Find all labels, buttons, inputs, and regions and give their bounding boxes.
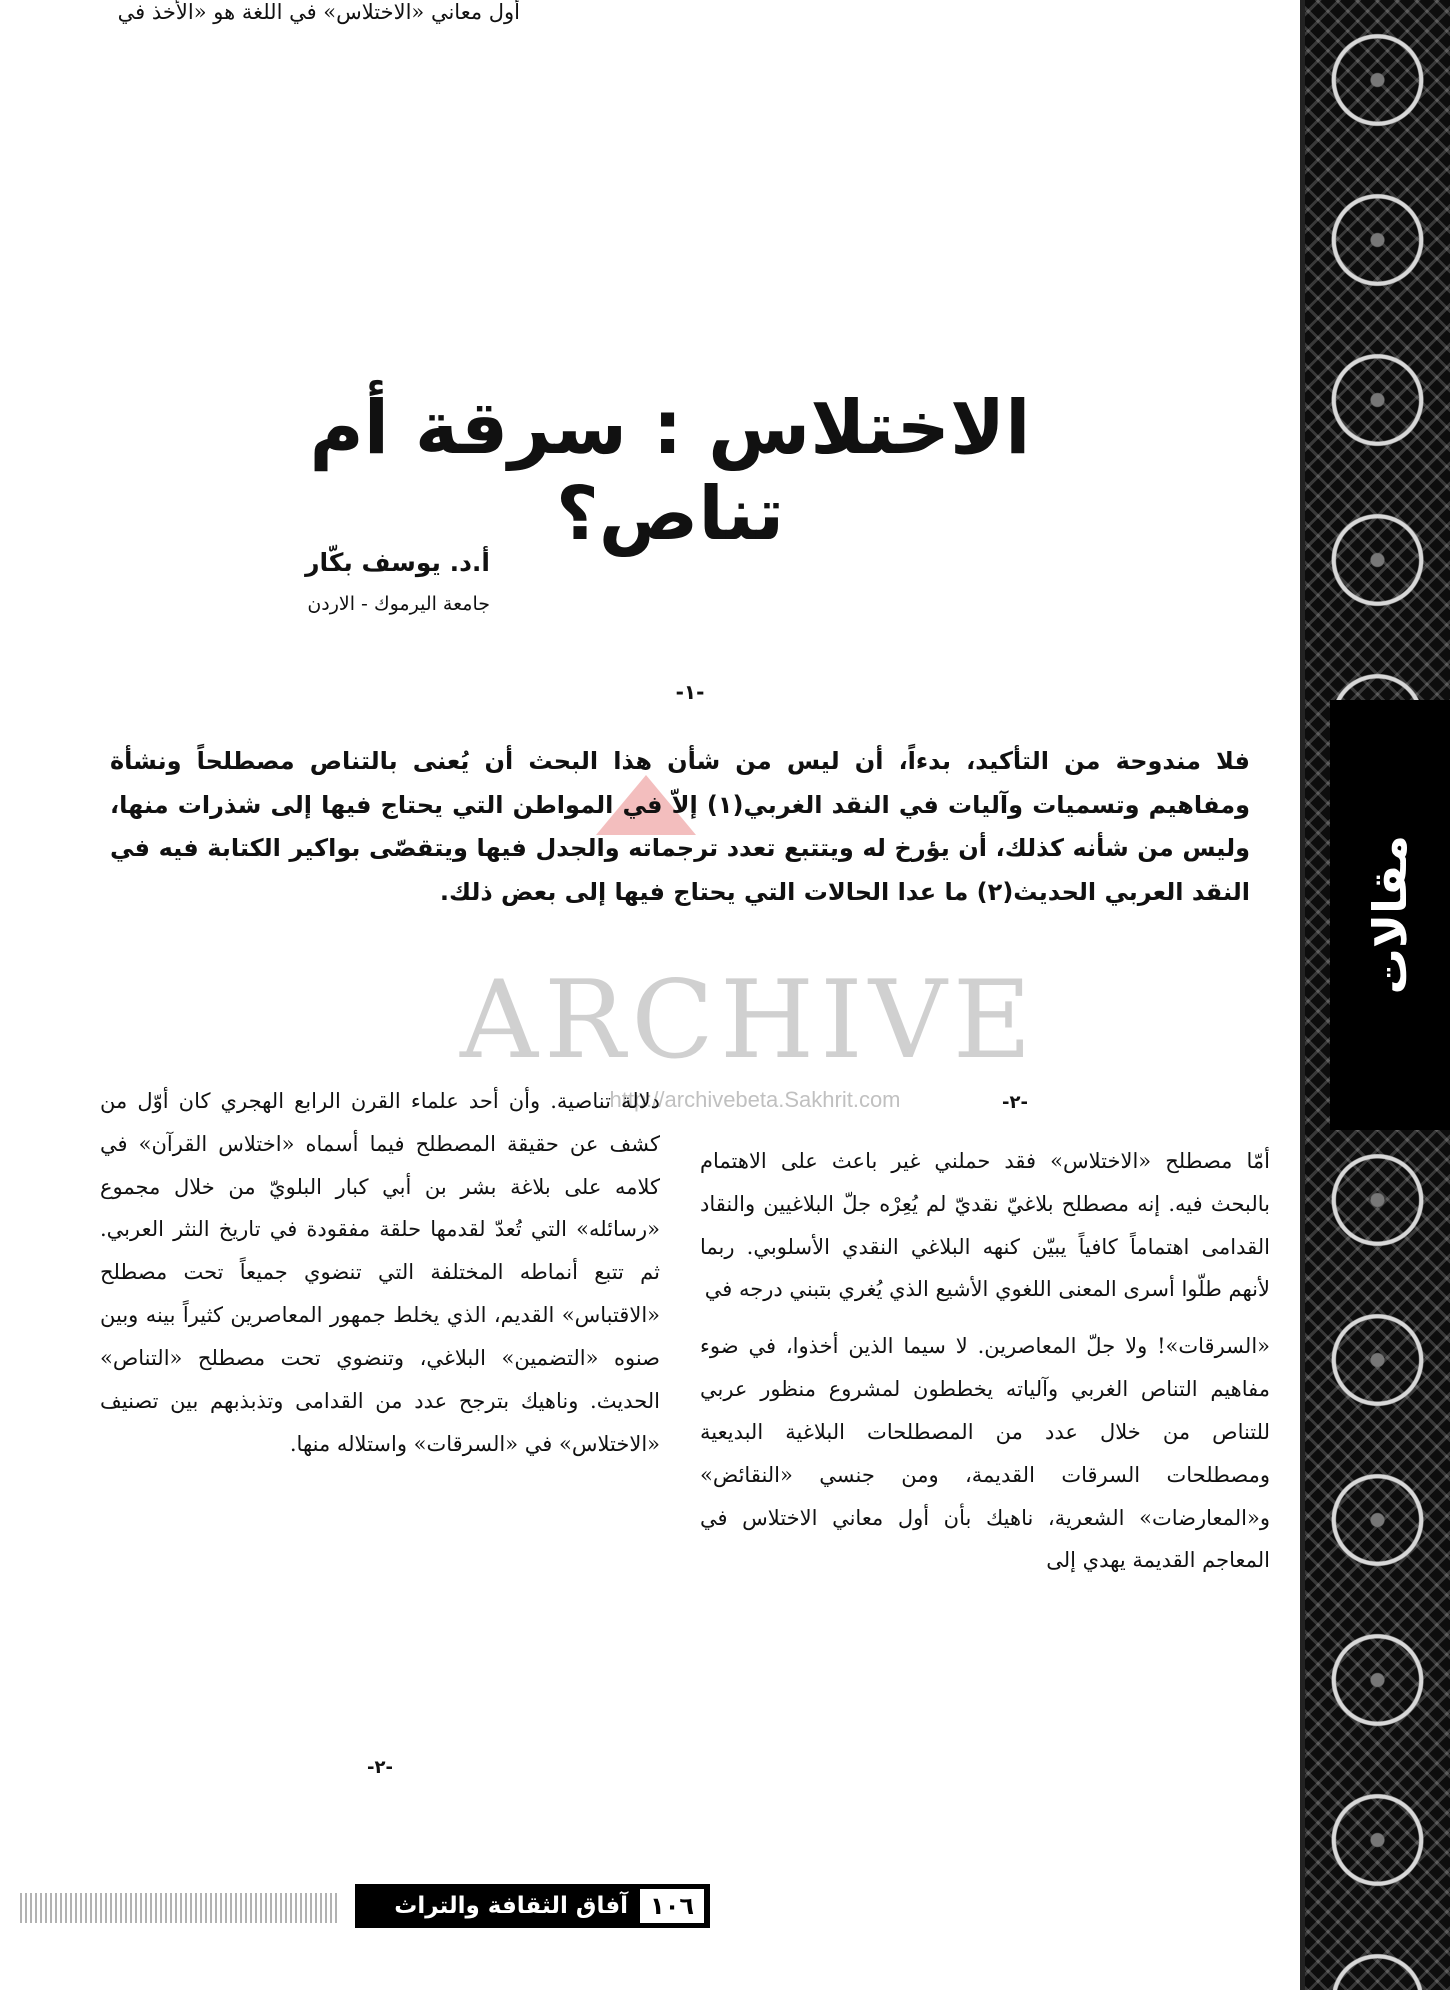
section-number-2: -٢- xyxy=(1002,1092,1028,1113)
right-column-paragraph: «السرقات»! ولا جلّ المعاصرين. لا سيما الذين أخذوا، في ضوء مفاهيم التناص الغربي وآلياته يخططون لمشروع منظور عربي للتناص من خلال عدد من المصطلحات البلاغية البديعية ومصطلحات السرقات القديمة، ومن جنسي «النقائض» و«المعارضات» الشعرية، ناهيك بأن أول معاني الاختلاس في المعاجم القديمة يهدي إلى xyxy=(700,1334,1270,1573)
section-number-3: -٢- xyxy=(367,1757,393,1778)
intro-paragraph: فلا مندوحة من التأكيد، بدءاً، أن ليس من شأن هذا البحث أن يُعنى بالتناص مصطلحاً ونشأة ومفاهيم وتسميات وآليات في النقد الغربي(١) إلاّ في المواطن التي يحتاج فيها إلى شذرات منها، وليس من شأنه كذلك، أن يؤرخ له ويتتبع تعدد ترجماته والجدل فيها ويتقصّى بواكير الكتابة فيه في النقد العربي الحديث(٢) ما عدا الحالات التي يحتاج فيها إلى بعض ذلك. xyxy=(110,747,1250,907)
footer-ornament xyxy=(20,1893,340,1923)
section-tab-label: مقالات xyxy=(1363,835,1417,995)
journal-name: آفاق الثقافة والتراث xyxy=(394,1893,629,1919)
right-column-paragraph: أمّا مصطلح «الاختلاس» فقد حملني غير باعث على الاهتمام بالبحث فيه. إنه مصطلح بلاغيّ نقديّ لم يُعِرْه جلّ البلاغيين والنقاد القدامى اهتماماً كافياً يبيّن كنهه البلاغي النقدي الأسلوبي. ربما لأنهم طلّوا أسرى المعنى اللغوي الأشيع الذي يُغري بتبني درجه في xyxy=(700,1149,1270,1302)
article-title: الاختلاس : سرقة أم تناص؟ xyxy=(309,385,1031,557)
author-affiliation: جامعة اليرموك - الاردن xyxy=(307,593,490,615)
watermark-text: ARCHIVE xyxy=(460,958,1038,1083)
footer-bar xyxy=(355,1884,710,1928)
section-tab xyxy=(1330,700,1450,1130)
right-column xyxy=(700,1140,1270,1596)
left-column-paragraph: دلالة تناصية. وأن أحد علماء القرن الرابع الهجري كان أوّل من كشف عن حقيقة المصطلح فيما أسماه «اختلاس القرآن» في كلامه على بلاغة بشر بن أبي كبار البلويّ من خلال مجموع «رسائله» التي تُعدّ لقدمها حلقة مفقودة في تاريخ النثر العربي. ثم تتبع أنماطه المختلفة التي تنضوي جميعاً تحت مصطلح «الاقتباس» القديم، الذي يخلط جمهور المعاصرين كثيراً بينه وبين صنوه «التضمين» البلاغي، وتنضوي تحت مصطلح «التناص» الحديث. وناهيك بترجح عدد من القدامى وتذبذبهم بين تصنيف «الاختلاس» في «السرقات» واستلاله منها. xyxy=(100,1089,660,1456)
author-name: أ.د. يوسف بكّار xyxy=(305,548,490,577)
watermark-url: http://archivebeta.Sakhrit.com xyxy=(609,1087,901,1112)
left-column-continuation: أول معاني «الاختلاس» في اللغة هو «الأخذ في xyxy=(117,0,520,24)
section-number-1: -١- xyxy=(675,680,705,704)
left-column xyxy=(100,1080,660,1479)
page-number: ١٠٦ xyxy=(640,1889,704,1923)
